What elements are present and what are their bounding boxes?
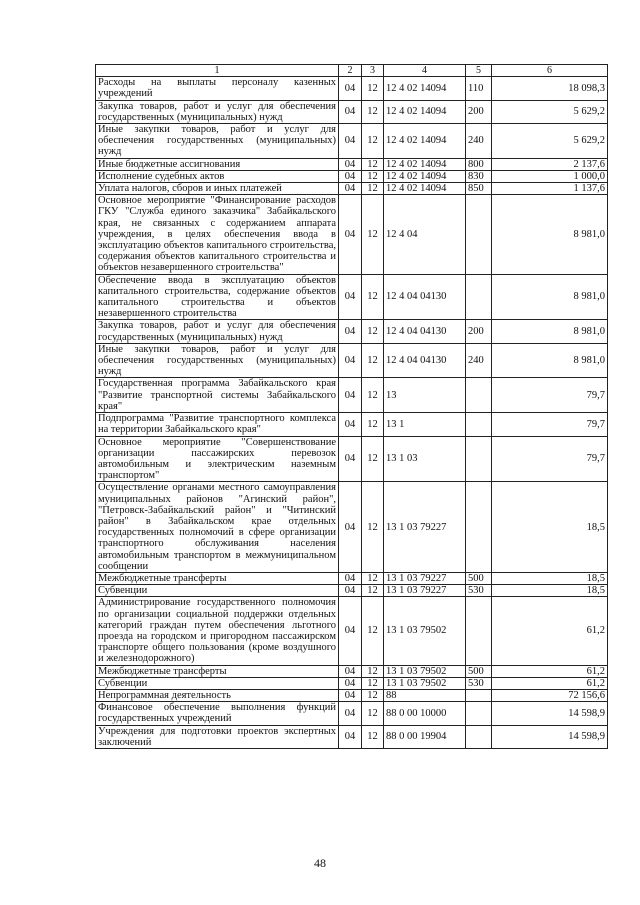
table-row <box>96 677 608 689</box>
row-pr-cell: 12 <box>362 378 384 413</box>
row-csr-cell: 12 4 02 14094 <box>384 100 466 123</box>
table-row <box>96 572 608 584</box>
table-row <box>96 585 608 597</box>
row-pr-cell: 12 <box>362 725 384 748</box>
row-sum-cell: 18,5 <box>492 482 608 573</box>
row-sum-cell: 61,2 <box>492 665 608 677</box>
row-vr-cell <box>466 689 492 701</box>
row-pr-cell: 12 <box>362 124 384 159</box>
table-row <box>96 482 608 573</box>
column-number-row <box>96 65 608 77</box>
row-csr-cell: 13 1 03 79227 <box>384 572 466 584</box>
row-name-cell: Закупка товаров, работ и услуг для обеспечения государственных (муниципальных) нужд <box>96 320 339 343</box>
row-sum-cell: 8 981,0 <box>492 343 608 378</box>
row-ved-cell: 04 <box>339 572 362 584</box>
row-ved-cell: 04 <box>339 677 362 689</box>
row-csr-cell: 13 1 03 79502 <box>384 665 466 677</box>
table-row <box>96 77 608 100</box>
row-pr-cell: 12 <box>362 689 384 701</box>
row-vr-cell: 240 <box>466 343 492 378</box>
row-vr-cell <box>466 436 492 482</box>
row-pr-cell: 12 <box>362 343 384 378</box>
row-sum-cell: 8 981,0 <box>492 274 608 320</box>
row-ved-cell: 04 <box>339 274 362 320</box>
row-name-cell: Государственная программа Забайкальского края "Развитие транспортной системы Забайкальского края" <box>96 378 339 413</box>
row-csr-cell: 12 4 04 04130 <box>384 320 466 343</box>
row-csr-cell: 13 1 03 79502 <box>384 597 466 665</box>
row-sum-cell: 61,2 <box>492 597 608 665</box>
row-pr-cell: 12 <box>362 170 384 182</box>
column-header: 4 <box>384 65 466 77</box>
row-csr-cell: 88 <box>384 689 466 701</box>
row-pr-cell: 12 <box>362 702 384 725</box>
row-csr-cell: 12 4 04 04130 <box>384 274 466 320</box>
row-sum-cell: 72 156,6 <box>492 689 608 701</box>
row-vr-cell <box>466 274 492 320</box>
row-csr-cell: 12 4 02 14094 <box>384 170 466 182</box>
row-ved-cell: 04 <box>339 665 362 677</box>
row-vr-cell <box>466 378 492 413</box>
table-row <box>96 100 608 123</box>
row-pr-cell: 12 <box>362 100 384 123</box>
row-vr-cell: 200 <box>466 100 492 123</box>
row-vr-cell <box>466 413 492 436</box>
column-header: 2 <box>339 65 362 77</box>
row-name-cell: Межбюджетные трансферты <box>96 572 339 584</box>
row-name-cell: Уплата налогов, сборов и иных платежей <box>96 183 339 195</box>
row-ved-cell: 04 <box>339 195 362 274</box>
row-pr-cell: 12 <box>362 195 384 274</box>
column-header: 1 <box>96 65 339 77</box>
row-pr-cell: 12 <box>362 320 384 343</box>
table-row <box>96 195 608 274</box>
table-row <box>96 689 608 701</box>
row-ved-cell: 04 <box>339 725 362 748</box>
row-ved-cell: 04 <box>339 158 362 170</box>
row-pr-cell: 12 <box>362 183 384 195</box>
row-csr-cell: 12 4 02 14094 <box>384 77 466 100</box>
row-sum-cell: 5 629,2 <box>492 100 608 123</box>
row-sum-cell: 8 981,0 <box>492 195 608 274</box>
row-csr-cell: 12 4 02 14094 <box>384 158 466 170</box>
budget-table <box>95 64 608 749</box>
row-ved-cell: 04 <box>339 170 362 182</box>
row-sum-cell: 18 098,3 <box>492 77 608 100</box>
row-pr-cell: 12 <box>362 274 384 320</box>
row-vr-cell <box>466 482 492 573</box>
row-vr-cell: 530 <box>466 677 492 689</box>
table-row <box>96 124 608 159</box>
row-name-cell: Учреждения для подготовки проектов экспертных заключений <box>96 725 339 748</box>
row-name-cell: Непрограммная деятельность <box>96 689 339 701</box>
row-sum-cell: 1 137,6 <box>492 183 608 195</box>
row-csr-cell: 12 4 02 14094 <box>384 124 466 159</box>
table-row <box>96 274 608 320</box>
row-sum-cell: 18,5 <box>492 585 608 597</box>
page-number: 48 <box>314 856 326 870</box>
row-vr-cell <box>466 725 492 748</box>
row-sum-cell: 1 000,0 <box>492 170 608 182</box>
row-ved-cell: 04 <box>339 413 362 436</box>
table-row <box>96 158 608 170</box>
row-sum-cell: 18,5 <box>492 572 608 584</box>
row-ved-cell: 04 <box>339 183 362 195</box>
row-name-cell: Расходы на выплаты персоналу казенных учреждений <box>96 77 339 100</box>
row-ved-cell: 04 <box>339 597 362 665</box>
row-csr-cell: 13 1 03 79502 <box>384 677 466 689</box>
row-sum-cell: 5 629,2 <box>492 124 608 159</box>
row-vr-cell <box>466 702 492 725</box>
table-row <box>96 343 608 378</box>
row-sum-cell: 79,7 <box>492 436 608 482</box>
row-pr-cell: 12 <box>362 677 384 689</box>
row-name-cell: Межбюджетные трансферты <box>96 665 339 677</box>
row-name-cell: Администрирование государственного полномочия по организации социальной поддержки отдельных категорий граждан путем обеспечения льготного проезда на городском и пригородном пассажирском транспорте общего пользования (кроме воздушного и железнодорожного) <box>96 597 339 665</box>
table-row <box>96 597 608 665</box>
row-name-cell: Финансовое обеспечение выполнения функций государственных учреждений <box>96 702 339 725</box>
row-pr-cell: 12 <box>362 436 384 482</box>
row-name-cell: Иные закупки товаров, работ и услуг для обеспечения государственных (муниципальных) нужд <box>96 124 339 159</box>
row-sum-cell: 61,2 <box>492 677 608 689</box>
row-csr-cell: 12 4 02 14094 <box>384 183 466 195</box>
row-vr-cell <box>466 195 492 274</box>
row-vr-cell <box>466 597 492 665</box>
row-csr-cell: 88 0 00 19904 <box>384 725 466 748</box>
row-csr-cell: 13 1 03 79227 <box>384 585 466 597</box>
row-vr-cell: 830 <box>466 170 492 182</box>
row-vr-cell: 530 <box>466 585 492 597</box>
table-row <box>96 378 608 413</box>
row-name-cell: Осуществление органами местного самоуправления муниципальных районов "Агинский район", "Петровск-Забайкальский район" и "Читинский район" в Забайкальском крае отдельных государственных полномочий в сфере организации транспортного обслуживания населения автомобильным транспортом в межмуниципальном сообщении <box>96 482 339 573</box>
row-sum-cell: 8 981,0 <box>492 320 608 343</box>
column-header: 5 <box>466 65 492 77</box>
row-vr-cell: 800 <box>466 158 492 170</box>
row-sum-cell: 2 137,6 <box>492 158 608 170</box>
table-row <box>96 725 608 748</box>
row-csr-cell: 13 1 03 79227 <box>384 482 466 573</box>
row-pr-cell: 12 <box>362 158 384 170</box>
row-pr-cell: 12 <box>362 77 384 100</box>
row-pr-cell: 12 <box>362 585 384 597</box>
row-name-cell: Иные закупки товаров, работ и услуг для обеспечения государственных (муниципальных) нужд <box>96 343 339 378</box>
row-name-cell: Закупка товаров, работ и услуг для обеспечения государственных (муниципальных) нужд <box>96 100 339 123</box>
row-csr-cell: 13 <box>384 378 466 413</box>
row-ved-cell: 04 <box>339 702 362 725</box>
row-ved-cell: 04 <box>339 482 362 573</box>
row-ved-cell: 04 <box>339 100 362 123</box>
row-ved-cell: 04 <box>339 585 362 597</box>
row-csr-cell: 12 4 04 04130 <box>384 343 466 378</box>
row-pr-cell: 12 <box>362 597 384 665</box>
row-sum-cell: 79,7 <box>492 378 608 413</box>
row-name-cell: Основное мероприятие "Совершенствование организации пассажирских перевозок автомобильным и электрическим наземным транспортом" <box>96 436 339 482</box>
row-name-cell: Обеспечение ввода в эксплуатацию объектов капитального строительства, содержание объектов капитального строительства и объектов незавершенного строительства <box>96 274 339 320</box>
row-name-cell: Иные бюджетные ассигнования <box>96 158 339 170</box>
row-ved-cell: 04 <box>339 689 362 701</box>
row-pr-cell: 12 <box>362 572 384 584</box>
row-sum-cell: 14 598,9 <box>492 725 608 748</box>
row-name-cell: Исполнение судебных актов <box>96 170 339 182</box>
row-name-cell: Субвенции <box>96 585 339 597</box>
table-row <box>96 436 608 482</box>
row-csr-cell: 88 0 00 10000 <box>384 702 466 725</box>
row-vr-cell: 850 <box>466 183 492 195</box>
row-name-cell: Субвенции <box>96 677 339 689</box>
row-ved-cell: 04 <box>339 436 362 482</box>
row-ved-cell: 04 <box>339 124 362 159</box>
table-row <box>96 702 608 725</box>
row-ved-cell: 04 <box>339 77 362 100</box>
table-row <box>96 413 608 436</box>
row-vr-cell: 500 <box>466 665 492 677</box>
row-vr-cell: 500 <box>466 572 492 584</box>
row-sum-cell: 79,7 <box>492 413 608 436</box>
row-vr-cell: 110 <box>466 77 492 100</box>
column-header: 6 <box>492 65 608 77</box>
row-csr-cell: 13 1 <box>384 413 466 436</box>
row-csr-cell: 13 1 03 <box>384 436 466 482</box>
row-vr-cell: 200 <box>466 320 492 343</box>
row-name-cell: Основное мероприятие "Финансирование расходов ГКУ "Служба единого заказчика" Забайкальского края, не связанных с содержанием аппарата учреждения, в целях обеспечения ввода в эксплуатацию объектов капитального строительства, содержания объектов капитального строительства и объектов незавершенного строительства" <box>96 195 339 274</box>
row-name-cell: Подпрограмма "Развитие транспортного комплекса на территории Забайкальского края" <box>96 413 339 436</box>
row-sum-cell: 14 598,9 <box>492 702 608 725</box>
row-ved-cell: 04 <box>339 343 362 378</box>
row-pr-cell: 12 <box>362 665 384 677</box>
table-row <box>96 320 608 343</box>
row-ved-cell: 04 <box>339 320 362 343</box>
table-row <box>96 170 608 182</box>
table-row <box>96 183 608 195</box>
row-pr-cell: 12 <box>362 413 384 436</box>
row-ved-cell: 04 <box>339 378 362 413</box>
row-pr-cell: 12 <box>362 482 384 573</box>
budget-table-body <box>96 65 608 749</box>
row-csr-cell: 12 4 04 <box>384 195 466 274</box>
column-header: 3 <box>362 65 384 77</box>
table-row <box>96 665 608 677</box>
row-vr-cell: 240 <box>466 124 492 159</box>
